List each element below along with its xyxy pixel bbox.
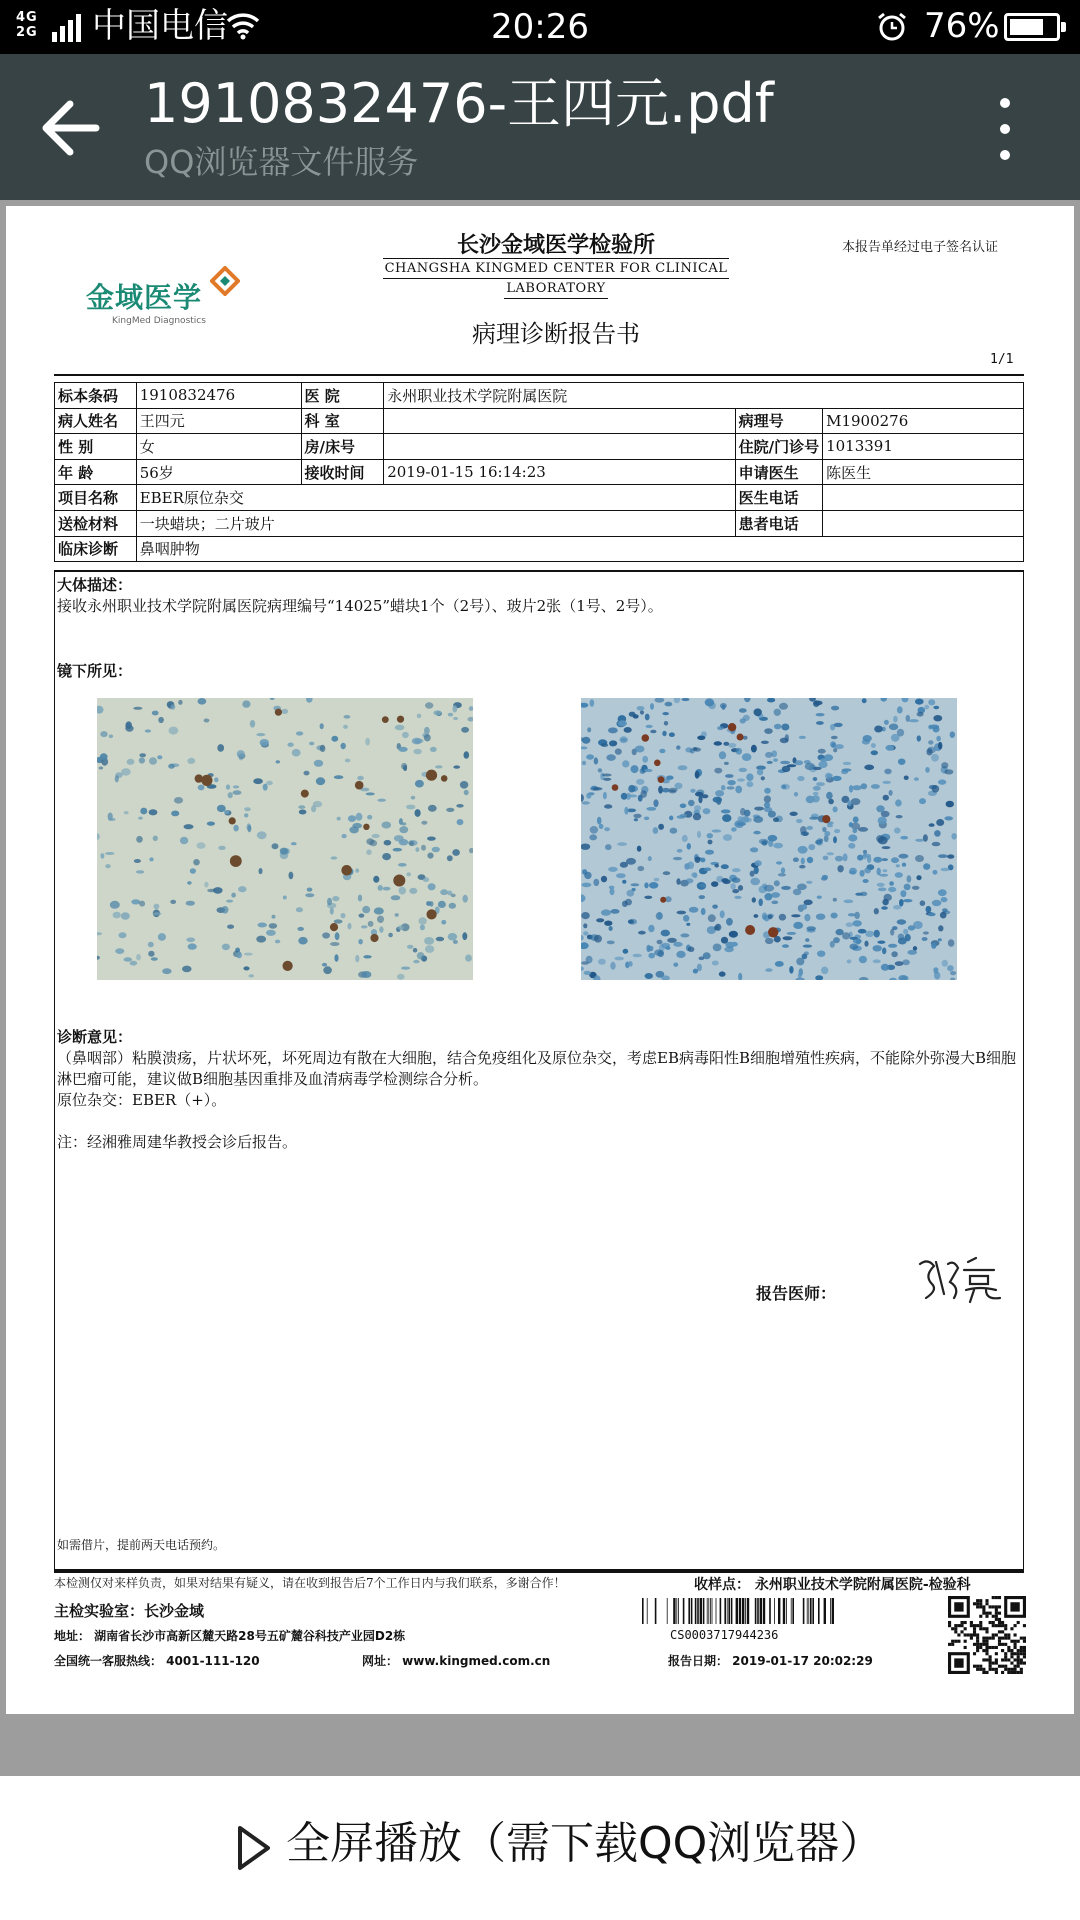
pdf-viewer[interactable] — [0, 200, 1080, 1720]
inpatient-no-value: 1013391 — [823, 434, 1024, 460]
received-time-value: 2019-01-15 16:14:23 — [384, 459, 735, 485]
diagnosis-heading: 诊断意见： — [57, 1028, 133, 1046]
battery-percent: 76% — [924, 6, 1000, 46]
file-name: 1910832476-王四元.pdf — [144, 72, 774, 135]
consultation-note: 注：经湘雅周建华教授会诊后报告。 — [57, 1133, 298, 1151]
material-value: 一块蜡块；二片玻片 — [136, 510, 735, 536]
file-service-subtitle: QQ浏览器文件服务 — [144, 143, 419, 181]
requesting-doctor-label: 申请医生 — [735, 459, 822, 485]
clinical-diagnosis-label: 临床诊断 — [55, 536, 137, 562]
age-label: 年 龄 — [55, 459, 137, 485]
diagnosis-text: （鼻咽部）粘膜溃疡，片状坏死，坏死周边有散在大细胞，结合免疫组化及原位杂交，考虑EB病毒阳性B细胞增殖性疾病，不能除外弥漫大B细胞淋巴瘤可能，建议做B细胞基因重排及血清病毒学检测综合分析。 — [57, 1049, 1017, 1088]
org-name-cn: 长沙金域医学检验所 — [456, 233, 655, 258]
doctor-phone-label: 医生电话 — [735, 485, 822, 511]
patient-phone-label: 患者电话 — [735, 510, 822, 536]
website: 网址： www.kingmed.com.cn — [362, 1654, 551, 1668]
fullscreen-play-label: 全屏播放（需下载QQ浏览器） — [286, 1818, 884, 1869]
back-arrow-icon[interactable] — [40, 100, 100, 156]
lab-address: 地址： 湖南省长沙市高新区麓天路28号五矿麓谷科技产业园D2栋 — [54, 1629, 406, 1643]
battery-icon — [1004, 13, 1060, 41]
pdf-page — [6, 206, 1074, 1714]
test-item-label: 项目名称 — [55, 485, 137, 511]
carrier-name: 中国电信 — [92, 6, 228, 46]
pathology-no-value: M1900276 — [823, 408, 1024, 434]
report-footer — [54, 1572, 1024, 1692]
micrograph-right — [581, 698, 957, 980]
material-label: 送检材料 — [55, 510, 137, 536]
report-body — [54, 570, 1024, 1570]
play-icon — [236, 1825, 272, 1871]
in-situ-result: 原位杂交：EBER（+）。 — [57, 1091, 227, 1109]
pathology-no-label: 病理号 — [735, 408, 822, 434]
report-title: 病理诊断报告书 — [472, 320, 640, 348]
kingmed-logo-icon — [210, 266, 240, 296]
bed-label: 房/床号 — [301, 434, 384, 460]
collection-point: 收样点： 永州职业技术学院附属医院-检验科 — [694, 1577, 971, 1593]
department-value — [384, 408, 735, 434]
disclaimer: 本检测仅对来样负责，如果对结果有疑义，请在收到报告后7个工作日内与我们联系，多谢合作！ — [54, 1576, 566, 1590]
patient-phone-value — [823, 510, 1024, 536]
barcode-number: CS0003717944236 — [670, 1628, 779, 1642]
e-signature-note: 本报告单经过电子签名认证 — [842, 240, 999, 255]
sex-label: 性 别 — [55, 434, 137, 460]
title-bar — [0, 54, 1080, 200]
fullscreen-play-button[interactable] — [0, 1776, 1080, 1920]
specimen-barcode-label: 标本条码 — [55, 383, 137, 409]
bed-value — [384, 434, 735, 460]
sex-value: 女 — [136, 434, 301, 460]
requesting-doctor-value: 陈医生 — [823, 459, 1024, 485]
status-time: 20:26 — [491, 7, 589, 47]
alarm-icon — [876, 11, 908, 43]
patient-info-table — [54, 382, 1024, 562]
patient-name-value: 王四元 — [136, 408, 301, 434]
patient-name-label: 病人姓名 — [55, 408, 137, 434]
page-number: 1/1 — [990, 352, 1014, 367]
microscopic-heading: 镜下所见： — [57, 662, 133, 680]
status-bar — [0, 0, 1080, 54]
slide-borrow-note: 如需借片，提前两天电话预约。 — [57, 1538, 226, 1552]
doctor-phone-value — [823, 485, 1024, 511]
barcode-icon — [638, 1598, 838, 1624]
qr-code-icon — [948, 1596, 1026, 1674]
test-item-value: EBER原位杂交 — [136, 485, 735, 511]
gross-description-text: 接收永州职业技术学院附属医院病理编号“14025”蜡块1个（2号）、玻片2张（1号、2号）。 — [57, 597, 663, 615]
gross-description-heading: 大体描述： — [57, 576, 133, 594]
kingmed-logo: 金域医学 KingMed Diagnostics — [86, 266, 246, 336]
age-value: 56岁 — [136, 459, 301, 485]
divider — [54, 374, 1024, 376]
more-vertical-icon[interactable] — [986, 94, 1026, 164]
service-hotline: 全国统一客服热线： 4001-111-120 — [54, 1654, 260, 1668]
bottom-bar — [0, 1720, 1080, 1920]
hospital-label: 医 院 — [301, 383, 384, 409]
doctor-signature — [914, 1254, 1004, 1304]
specimen-barcode-value: 1910832476 — [136, 383, 301, 409]
micrograph-left — [97, 698, 473, 980]
report-date: 报告日期： 2019-01-17 20:02:29 — [668, 1654, 873, 1668]
hospital-value: 永州职业技术学院附属医院 — [384, 383, 1024, 409]
clinical-diagnosis-value: 鼻咽肿物 — [136, 536, 1023, 562]
reporting-doctor-label: 报告医师： — [756, 1284, 837, 1303]
inpatient-no-label: 住院/门诊号 — [735, 434, 822, 460]
received-time-label: 接收时间 — [301, 459, 384, 485]
network-type: 4G 2G — [16, 10, 38, 40]
org-name-en: CHANGSHA KINGMED CENTER FOR CLINICAL LABORATORY — [356, 258, 756, 299]
department-label: 科 室 — [301, 408, 384, 434]
main-lab: 主检实验室：长沙金域 — [54, 1602, 205, 1620]
